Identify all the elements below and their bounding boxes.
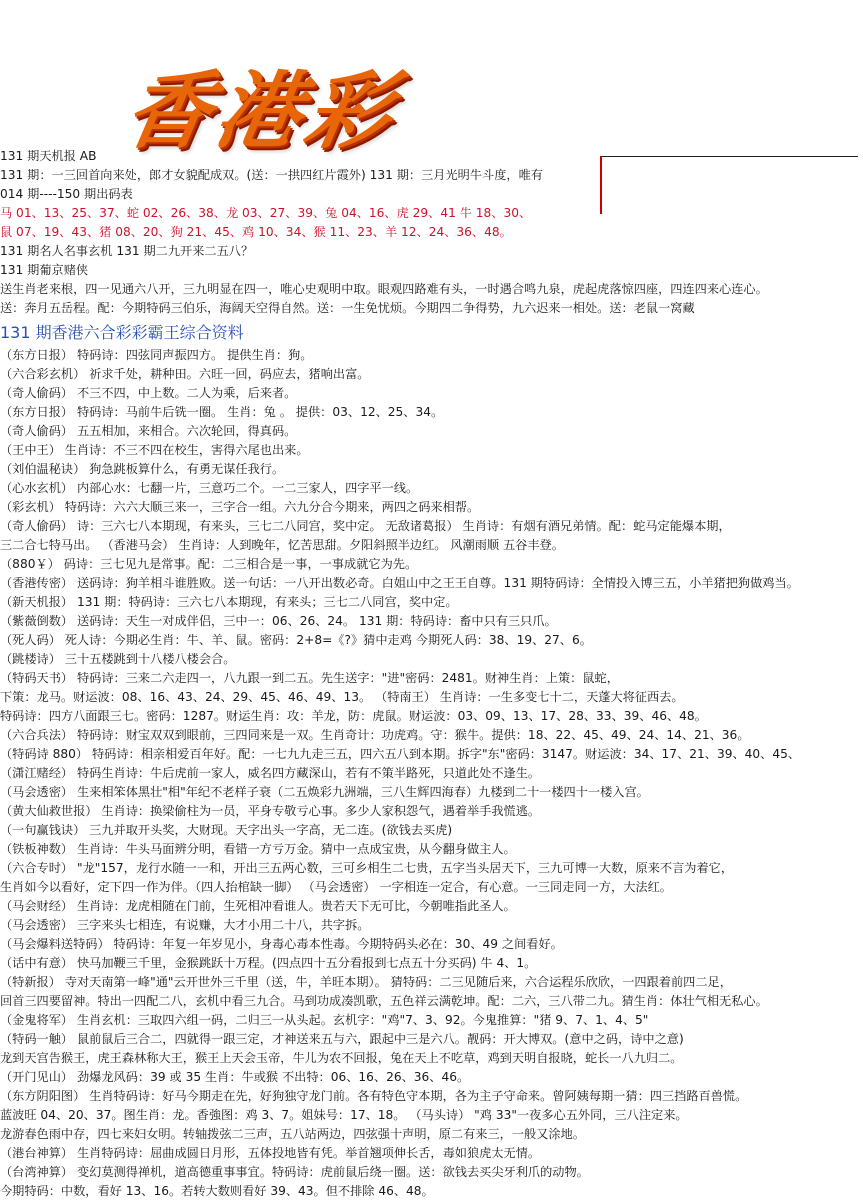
- body-line: （彩玄机） 特码诗：六六大顺三来一，三字合一组。六九分合今期来，两四之码来相帮。: [0, 500, 480, 514]
- body-line: 生肖如今以看好，定下四一作为伴。（四人抬棺缺一脚） （马会透密） 一字相连一定合，有心意。一三同走同一方，大法红。: [0, 880, 672, 894]
- body-line: （特码一触） 鼠前鼠后三合二，四就得一跟三定，才神送来五与六，跟起中三是六八。靓码：开大博双。(意中之码，诗中之意): [0, 1032, 684, 1046]
- body-line: （六合彩玄机） 祈求千处，耕种田。六旺一回，码应去，猪响出富。: [0, 367, 370, 381]
- body-line: （特新报） 寺对天南第一峰"通"云开世外三千里（送，牛，羊旺本期）。 猜特码：二三见随后来，六合运程乐欣欣，一四跟着前四二足，: [0, 975, 732, 989]
- body-line: （开门见山） 劲爆龙风码：39 或 35 生肖：牛或猴 不出特：06、16、26、36、46。: [0, 1070, 470, 1084]
- body-line: 下策：龙马。财运波：08、16、43、24、29、45、46、49、13。 （特南王） 生肖诗：一生多变七十二，天蓬大将征西去。: [0, 690, 684, 704]
- body-line: （潇江赌经） 特码生肖诗：牛后虎前一家人，威名四方藏深山，若有不策半路死，只道此处不逢生。: [0, 766, 541, 780]
- header-line: 送生肖老来根，四一见通六八开，三九明显在四一，唯心史观明中取。眼观四路难有头，一时遇合鸣九泉，虎起虎落惊四座，四连四来心连心。: [0, 282, 768, 296]
- body-line: （金鬼将军） 生肖玄机：三取四六组一码，二归三一从头起。玄机字："鸡"7、3、92。今鬼推算："猪 9、7、1、4、5": [0, 1013, 649, 1027]
- body-line: （六合兵法） 特码诗：财宝双双到眼前，三四同来是一双。生肖奇计：功虎鸡。守：猴牛。提供：18、22、45、49、24、14、21、36。: [0, 728, 750, 742]
- header-line: 131 期名人名事玄机 131 期二九开来二五八？: [0, 244, 254, 258]
- body-line: （紫薇倒数） 送码诗：天生一对成伴侣，三中一：06、26、24。 131 期：特码诗：畜中只有三只爪。: [0, 614, 557, 628]
- body-line: （马会爆料送特码） 特码诗：年复一年岁见小，身毒心毒本性毒。今期特码头必在：30、49 之间看好。: [0, 937, 563, 951]
- site-logo: 香港彩: [118, 61, 406, 160]
- document-body: [0, 147, 863, 1201]
- body-line: （奇人偷码） 不三不四，中上数。二人为乘，后来者。: [0, 386, 297, 400]
- body-line: （特码天书） 特码诗：三来二六走四一，八九跟一到二五。先生送字："进"密码：2481。财神生肖：上策：鼠蛇，: [0, 671, 619, 685]
- body-line: （特码诗 880） 特码诗：相亲相爱百年好。配：一七九九走三五，四六五八到本期。拆字"东"密码：3147。财运波：34、17、21、39、40、45、: [0, 747, 801, 761]
- body-line: （东方阴阳图） 生肖特码诗：好马今期走在先，好狗独守龙门前。各有特色守本期，各为主子守命来。曾阿姨每期一猜：四三挡路百兽慌。: [0, 1089, 748, 1103]
- header-line: 131 期葡京赌侠: [0, 263, 89, 277]
- body-line: （跳楼诗） 三十五楼跳到十八楼八楼会合。: [0, 652, 236, 666]
- header-line: 马 01、13、25、37、蛇 02、26、38、龙 03、27、39、兔 04、16、虎 29、41 牛 18、30、: [0, 206, 532, 220]
- header-line: 014 期----150 期出码表: [0, 187, 133, 201]
- body-line: （铁板神数） 生肖诗：牛头马面辨分明，看错一方亏万金。猜中一点成宝贵，从今翻身做主人。: [0, 842, 516, 856]
- body-line: （台湾神算） 变幻莫测得禅机，道高德重事事宜。特码诗：虎前鼠后绕一圈。送：欲钱去买尖牙利爪的动物。: [0, 1165, 589, 1179]
- body-line: （马会透密） 三字来头七相连，有说赚，大才小用二十八，共字拆。: [0, 918, 370, 932]
- body-line: 回首三四要留神。特出一四配二八，玄机中看三九合。马到功成凑凯歌，五色祥云满乾坤。配：二六，三八带二九。猜生肖：体壮气相无私心。: [0, 994, 768, 1008]
- header-block: [0, 147, 863, 318]
- header-line: 鼠 07、19、43、猪 08、20、狗 21、45、鸡 10、34、猴 11、23、羊 12、24、36、48。: [0, 225, 512, 239]
- header-line: 送：奔月五岳程。配：今期特码三伯乐，海阔天空得自然。送：一生免忧烦。今期四二争得势，九六迟来一相处。送：老鼠一窝藏: [0, 301, 695, 315]
- body-line: 三二合七特马出。 （香港马会） 生肖诗：人到晚年，忆苦思甜。夕阳斜照半边红。 风潮雨顺 五谷丰登。: [0, 538, 564, 552]
- header-line: 131 期：一三回首向来处，郎才女貌配成双。(送：一拱四红片霞外) 131 期：三月光明牛斗度，唯有: [0, 168, 543, 182]
- body-line: （东方日报） 特码诗：四弦同声振四方。 提供生肖：狗。: [0, 348, 313, 362]
- body-line: （880￥） 码诗：三七见九是常事。配：二三相合是一事，一事成就它为先。: [0, 557, 418, 571]
- body-line: 龙到天宫告猴王，虎王森林称大王，猴王上天会玉帝，牛儿为农不回报，兔在天上不吃草，鸡到天明自报晓，蛇长一八九归二。: [0, 1051, 683, 1065]
- body-line: （黄大仙救世报） 生肖诗：换梁偷柱为一员，平身专敬亏心事。多少人家积怨气，遇着举手我慌逃。: [0, 804, 541, 818]
- body-line: （一句赢钱诀） 三九并取开头奖，大财现。天字出头一字高，无二连。(欲钱去买虎): [0, 823, 453, 837]
- body-line: （香港传密） 送码诗：狗羊相斗谁胜败。送一句话：一八开出数必奇。白姐山中之王王自尊。131 期特码诗：全情投入博三五，小羊猪把狗做鸡当。: [0, 576, 799, 590]
- body-line: （奇人偷码） 诗：三六七八本期现，有来头，三七二八同宫，奖中定。 无敌诸葛报） 生肖诗：有烟有酒兄弟情。配：蛇马定能爆本期，: [0, 519, 731, 533]
- body-line: （马会财经） 生肖诗：龙虎相随在门前，生死相冲看谁人。贵若天下无可比，今朝唯指此圣人。: [0, 899, 516, 913]
- body-line: （话中有意） 快马加鞭三千里，金猴跳跃十万程。(四点四十五分看报到七点五十分买码) 牛 4、1。: [0, 956, 537, 970]
- body-line: （奇人偷码） 五五相加，来相合。六次轮回，得真码。: [0, 424, 297, 438]
- body-line: 今期特码：中数，看好 13、16。若转大数则看好 39、43。但不排除 46、48。: [0, 1184, 434, 1198]
- body-line: （马会透密） 生来相笨体黑壮"相"年纪不老样子衰（二五焕彩九洲端，三八生辉四海春）九楼到二十一楼四十一楼入宫。: [0, 785, 649, 799]
- body-line: 蓝波旺 04、20、37。图生肖：龙。香強图：鸡 3、7。姐妹号：17、18。 （马头诗） "鸡 33"一夜多心五外同，三八注定来。: [0, 1108, 688, 1122]
- body-line: 特码诗：四方八面跟三七。密码：1287。财运生肖：攻：羊龙，防：虎鼠。财运波：03、09、13、17、28、33、39、46、48。: [0, 709, 707, 723]
- body-line: （六合专时） "龙"157，龙行水随一一和，开出三五两心数，三可乡相生二七贵，五字当头居天下，三九可博一大数，原来不言为着它，: [0, 861, 734, 875]
- section-title: 131 期香港六合彩彩霸王综合资料: [0, 323, 244, 342]
- body-line: （王中王） 生肖诗：不三不四在校生，害得六尾也出来。: [0, 443, 309, 457]
- body-line: （新天机报） 131 期：特码诗：三六七八本期现，有来头；三七二八同宫，奖中定。: [0, 595, 458, 609]
- body-block: [0, 346, 863, 1201]
- body-line: （死人码） 死人诗：今期必生肖：牛、羊、鼠。密码：2+8=《?》猜中走鸡 今期死人码：38、19、27、6。: [0, 633, 592, 647]
- body-line: （东方日报） 特码诗：马前牛后铣一圈。 生肖：兔 。 提供：03、12、25、34。: [0, 405, 444, 419]
- body-line: （刘伯温秘诀） 狗急跳板算什么，有勇无谋任我行。: [0, 462, 285, 476]
- banner-blank-area: [487, 0, 863, 158]
- body-line: （心水玄机） 内部心水：七翻一片，三意巧二个。一二三家人，四字平一线。: [0, 481, 419, 495]
- body-line: （港台神算） 生肖特码诗：屈曲成圆日月形，五体投地皆有凭。举首翘项伸长舌，毒如狼虎太无情。: [0, 1146, 541, 1160]
- body-line: 龙游春色雨中存，四七来妇女明。转轴拨弦二三声，五八站两边，四弦强十声明，原二有来三，一般又涂地。: [0, 1127, 585, 1141]
- header-line: 131 期天机报 AB: [0, 149, 97, 163]
